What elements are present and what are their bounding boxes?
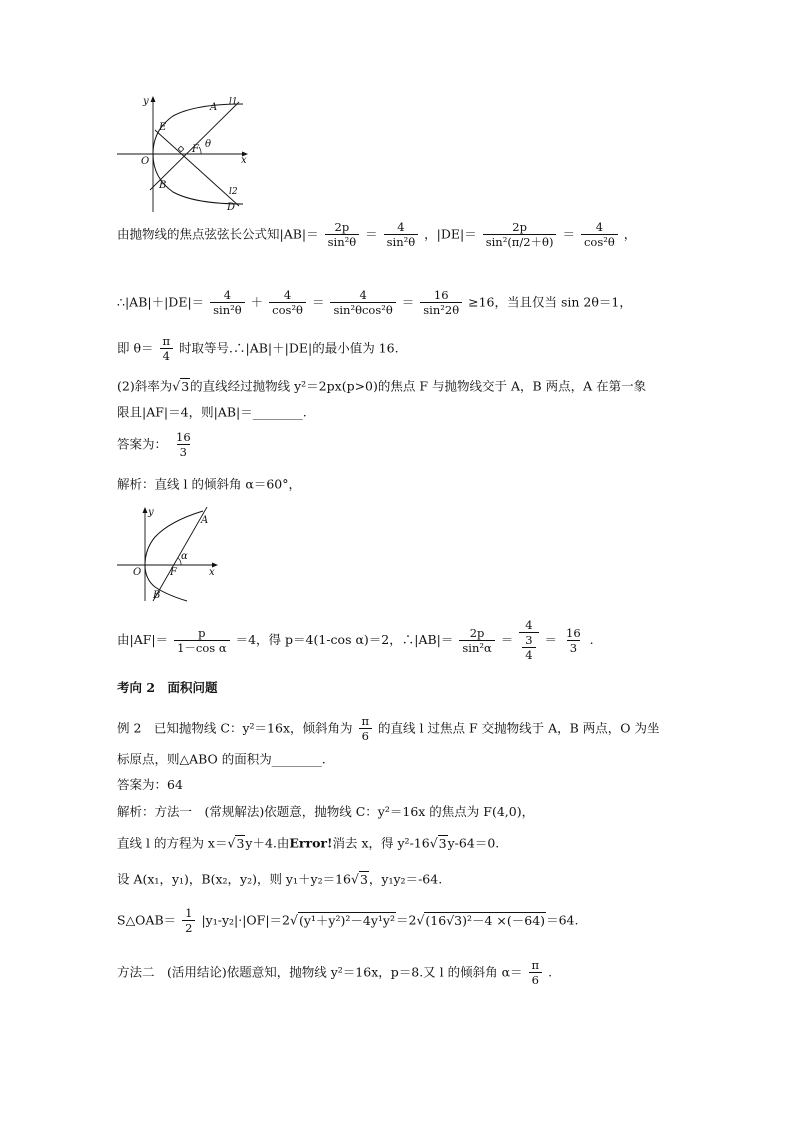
- example-2-line-2: 标原点，则△ABO 的面积为________.: [117, 751, 326, 767]
- parabola-curve: [145, 511, 203, 601]
- fraction: $\frac{4}{\text{cos²θ}}$: [269, 288, 306, 317]
- point-a-label: A: [201, 515, 209, 526]
- line-l2: [155, 130, 239, 206]
- af-computation-line: 由|AF|＝ $\frac{p}{\text{1－cos α}}$ ＝4，得 p＝4(1-cos α)＝2，∴|AB|＝ $\frac{2p}{\text{sin²α}}$ ＝ $\frac{4}{\frac{3}{4}}$ ＝ $\frac{16}{3}$ .: [117, 618, 594, 662]
- error-marker: Error!: [289, 835, 333, 851]
- figure-parabola-two-chords: [115, 90, 255, 215]
- fraction: $\frac{4}{\text{sin²θ}}$: [210, 288, 245, 317]
- fraction: $\frac{p}{\text{1－cos α}}$: [174, 626, 230, 655]
- point-b-label: B: [159, 180, 167, 191]
- fraction: $\frac{2p}{\text{sin²(π/2＋θ)}}$: [483, 220, 557, 249]
- section-title: 考向 2 面积问题: [117, 680, 218, 695]
- equality-condition-line: 即 θ＝ $\frac{\pi}{4}$ 时取等号.∴|AB|＋|DE|的最小值为 16.: [117, 334, 399, 363]
- fraction: $\frac{16}{\text{sin²2θ}}$: [420, 288, 462, 317]
- point-e-label: E: [159, 122, 167, 133]
- x-axis-label: x: [241, 155, 247, 166]
- figure-parabola-focal-chord: [115, 503, 225, 603]
- fraction: $\frac{4}{\text{sin²θ}}$: [384, 220, 419, 249]
- line-l: [153, 507, 207, 601]
- method-1-area-formula: S△OAB＝ $\frac{1}{2}$ |y₁-y₂|·|OF|＝2√(y¹＋y²)²－4y¹y²＝2√(16√3)²－4 ×(－64)＝64.: [117, 906, 579, 935]
- method-2-line: 方法二 (活用结论)依题意知，抛物线 y²＝16x，p＝8.又 l 的倾斜角 α＝ $\frac{\pi}{6}$ .: [117, 958, 553, 987]
- question-2-line-1: (2)斜率为√3的直线经过抛物线 y²＝2px(p>0)的焦点 F 与抛物线交于 A，B 两点，A 在第一象: [117, 378, 647, 394]
- answer-example-2: 答案为：64: [117, 777, 183, 792]
- line-l2-label: l2: [229, 187, 238, 197]
- fraction: $\frac{\pi}{6}$: [529, 958, 543, 987]
- x-axis: [117, 152, 248, 157]
- alpha-label: α: [181, 551, 188, 562]
- fraction: $\frac{1}{2}$: [182, 906, 195, 935]
- answer-2: 答案为： $\frac{16}{3}$: [117, 430, 196, 459]
- point-d-label: D: [227, 202, 236, 213]
- question-2-line-2: 限且|AF|＝4，则|AB|＝________.: [117, 404, 307, 420]
- origin-label: O: [133, 567, 142, 578]
- theta-arc: [199, 147, 201, 154]
- y-axis-label: y: [148, 507, 154, 518]
- line-l1-label: l1: [229, 97, 238, 107]
- focal-chord-formula-line: 由抛物线的焦点弦弦长公式知|AB|＝ $\frac{2p}{\text{sin²θ}}$ ＝ $\frac{4}{\text{sin²θ}}$ ，|DE|＝ $\frac{2p}{\text{sin²(π/2＋θ)}}$ ＝ $\frac{4}{\text{cos²θ}}$ ，: [117, 220, 637, 249]
- analysis-2-intro: 解析：直线 l 的倾斜角 α＝60°，: [117, 476, 302, 492]
- point-f-label: F: [192, 144, 199, 155]
- point-b-label: B: [153, 590, 161, 601]
- origin-label: O: [141, 156, 150, 167]
- method-1-line-3: 设 A(x₁，y₁)，B(x₂，y₂)，则 y₁＋y₂＝16√3，y₁y₂＝-64.: [117, 871, 443, 887]
- point-f-label: F: [170, 567, 177, 578]
- x-axis-label: x: [209, 567, 215, 578]
- fraction: $\frac{16}{3}$: [566, 625, 581, 655]
- fraction: $\frac{2p}{\text{sin²θ}}$: [325, 220, 360, 249]
- fraction: $\frac{2p}{\text{sin²α}}$: [459, 626, 494, 655]
- right-angle-mark: [178, 146, 184, 152]
- compound-fraction: $\frac{4}{\frac{3}{4}}$: [519, 618, 538, 662]
- sum-inequality-line: ∴|AB|＋|DE|＝ $\frac{4}{\text{sin²θ}}$ ＋ $\frac{4}{\text{cos²θ}}$ ＝ $\frac{4}{\text{sin²θcos²θ}}$ ＝ $\frac{16}{\text{sin²2θ}}$ ≥16，当且仅当 sin 2θ＝1，: [117, 288, 632, 317]
- point-a-label: A: [210, 102, 218, 113]
- method-1-line-2: 直线 l 的方程为 x＝√3y＋4.由Error!消去 x，得 y²-16√3y-64＝0.: [117, 835, 500, 851]
- fraction: $\frac{\pi}{4}$: [159, 334, 173, 363]
- y-axis-label: y: [143, 96, 149, 107]
- fraction: $\frac{3}{4}$: [522, 633, 535, 662]
- theta-label: θ: [205, 139, 212, 150]
- fraction: $\frac{\pi}{6}$: [358, 714, 372, 743]
- fraction: $\frac{4}{\text{cos²θ}}$: [581, 220, 618, 249]
- example-2-line-1: 例 2 已知抛物线 C：y²＝16x，倾斜角为 $\frac{\pi}{6}$ 的直线 l 过焦点 F 交抛物线于 A，B 两点，O 为坐: [117, 714, 660, 743]
- method-1-line-1: 解析：方法一 (常规解法)依题意，抛物线 C：y²＝16x 的焦点为 F(4,0)，: [117, 804, 535, 819]
- fraction: $\frac{16}{3}$: [176, 430, 191, 459]
- fraction: $\frac{4}{\text{sin²θcos²θ}}$: [330, 288, 395, 317]
